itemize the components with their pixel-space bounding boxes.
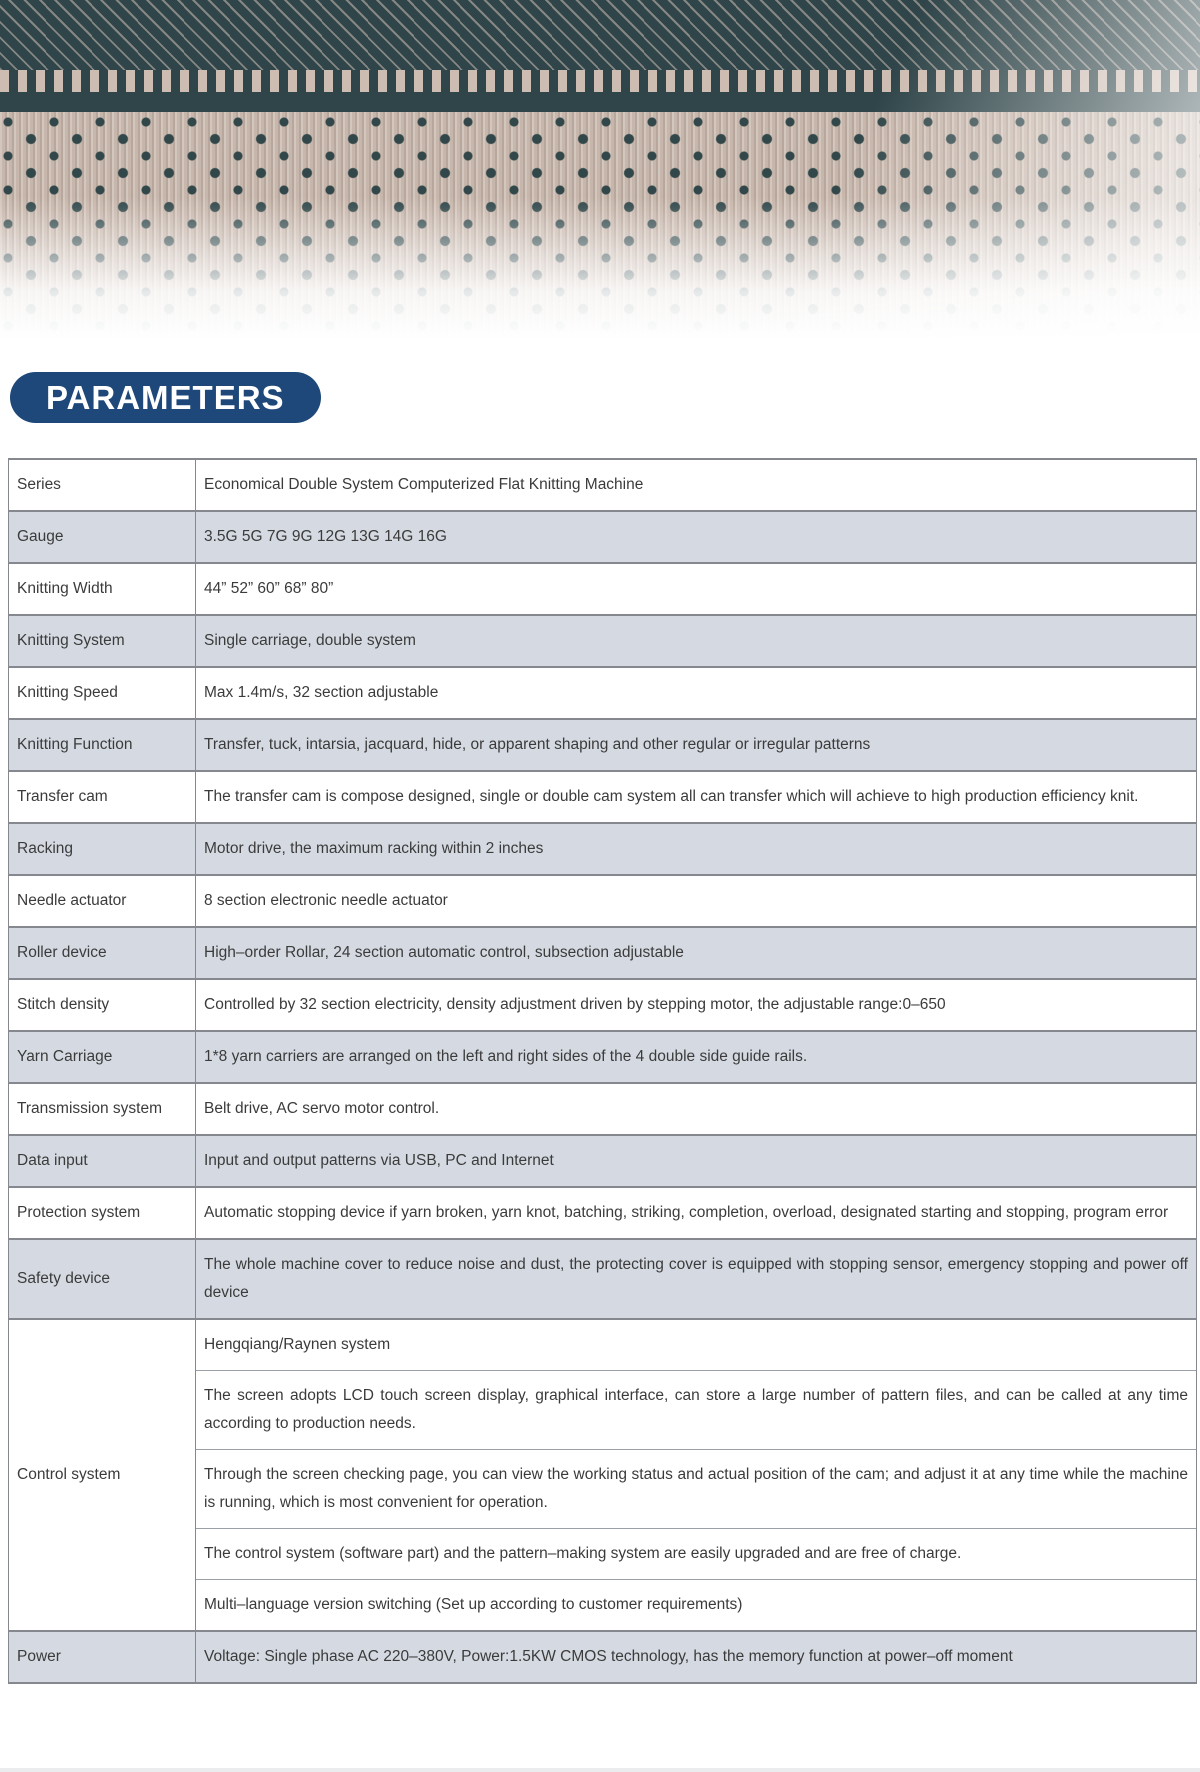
parameters-badge <box>10 372 321 423</box>
spec-label: Knitting Speed <box>9 667 196 719</box>
spec-label: Roller device <box>9 927 196 979</box>
spec-value: Motor drive, the maximum racking within 2 inches <box>196 823 1197 875</box>
table-row <box>9 927 1197 979</box>
table-row <box>9 771 1197 823</box>
spec-label: Protection system <box>9 1187 196 1239</box>
spec-label: Stitch density <box>9 979 196 1031</box>
table-row <box>9 615 1197 667</box>
control-system-item: The screen adopts LCD touch screen display, graphical interface, can store a large number of pattern files, and can be called at any time according to production needs. <box>196 1371 1196 1450</box>
spec-value: 44” 52” 60” 68” 80” <box>196 563 1197 615</box>
spec-label: Yarn Carriage <box>9 1031 196 1083</box>
spec-value: Economical Double System Computerized Flat Knitting Machine <box>196 459 1197 511</box>
spec-value: Belt drive, AC servo motor control. <box>196 1083 1197 1135</box>
control-system-item: The control system (software part) and the pattern–making system are easily upgraded and are free of charge. <box>196 1529 1196 1580</box>
knitted-fabric-photo <box>0 0 1200 340</box>
spec-label: Needle actuator <box>9 875 196 927</box>
table-row <box>9 667 1197 719</box>
control-system-item: Hengqiang/Raynen system <box>196 1320 1196 1371</box>
spec-value: Controlled by 32 section electricity, density adjustment driven by stepping motor, the adjustable range:0–650 <box>196 979 1197 1031</box>
spec-label: Gauge <box>9 511 196 563</box>
table-row <box>9 875 1197 927</box>
spec-label: Control system <box>9 1319 196 1631</box>
spec-label: Data input <box>9 1135 196 1187</box>
table-row <box>9 719 1197 771</box>
table-row <box>9 511 1197 563</box>
table-row <box>9 459 1197 511</box>
spec-label: Transfer cam <box>9 771 196 823</box>
spec-label: Series <box>9 459 196 511</box>
spec-value: Automatic stopping device if yarn broken, yarn knot, batching, striking, completion, overload, designated starting and stopping, program error <box>196 1187 1197 1239</box>
parameters-table <box>8 458 1197 1684</box>
table-row <box>9 1083 1197 1135</box>
spec-value: 8 section electronic needle actuator <box>196 875 1197 927</box>
table-row <box>9 563 1197 615</box>
spec-label: Transmission system <box>9 1083 196 1135</box>
spec-value: High–order Rollar, 24 section automatic control, subsection adjustable <box>196 927 1197 979</box>
spec-value: 1*8 yarn carriers are arranged on the left and right sides of the 4 double side guide rails. <box>196 1031 1197 1083</box>
section-title: PARAMETERS <box>46 378 285 416</box>
spec-label: Safety device <box>9 1239 196 1319</box>
spec-label: Racking <box>9 823 196 875</box>
spec-value: Voltage: Single phase AC 220–380V, Power:1.5KW CMOS technology, has the memory function at power–off moment <box>196 1631 1197 1683</box>
spec-value: Single carriage, double system <box>196 615 1197 667</box>
table-row <box>9 1187 1197 1239</box>
control-system-item: Through the screen checking page, you can view the working status and actual position of the cam; and adjust it at any time while the machine is running, which is most convenient for operation. <box>196 1450 1196 1529</box>
table-row <box>9 1135 1197 1187</box>
spec-label: Power <box>9 1631 196 1683</box>
spec-value: Max 1.4m/s, 32 section adjustable <box>196 667 1197 719</box>
table-row <box>9 1031 1197 1083</box>
control-system-item: Multi–language version switching (Set up according to customer requirements) <box>204 1596 743 1613</box>
spec-label: Knitting System <box>9 615 196 667</box>
spec-value: 3.5G 5G 7G 9G 12G 13G 14G 16G <box>196 511 1197 563</box>
spec-label: Knitting Width <box>9 563 196 615</box>
spec-value: Transfer, tuck, intarsia, jacquard, hide, or apparent shaping and other regular or irregular patterns <box>196 719 1197 771</box>
section-divider <box>0 1768 1200 1772</box>
spec-label: Knitting Function <box>9 719 196 771</box>
table-row <box>9 1239 1197 1319</box>
spec-value: The whole machine cover to reduce noise and dust, the protecting cover is equipped with stopping sensor, emergency stopping and power off device <box>196 1239 1197 1319</box>
table-row <box>9 979 1197 1031</box>
table-row <box>9 823 1197 875</box>
spec-value: The transfer cam is compose designed, single or double cam system all can transfer which will achieve to high production efficiency knit. <box>196 771 1197 823</box>
table-row-power <box>9 1631 1197 1683</box>
control-system-cell <box>196 1319 1197 1631</box>
spec-value: Input and output patterns via USB, PC and Internet <box>196 1135 1197 1187</box>
table-row-control-system <box>9 1319 1197 1631</box>
